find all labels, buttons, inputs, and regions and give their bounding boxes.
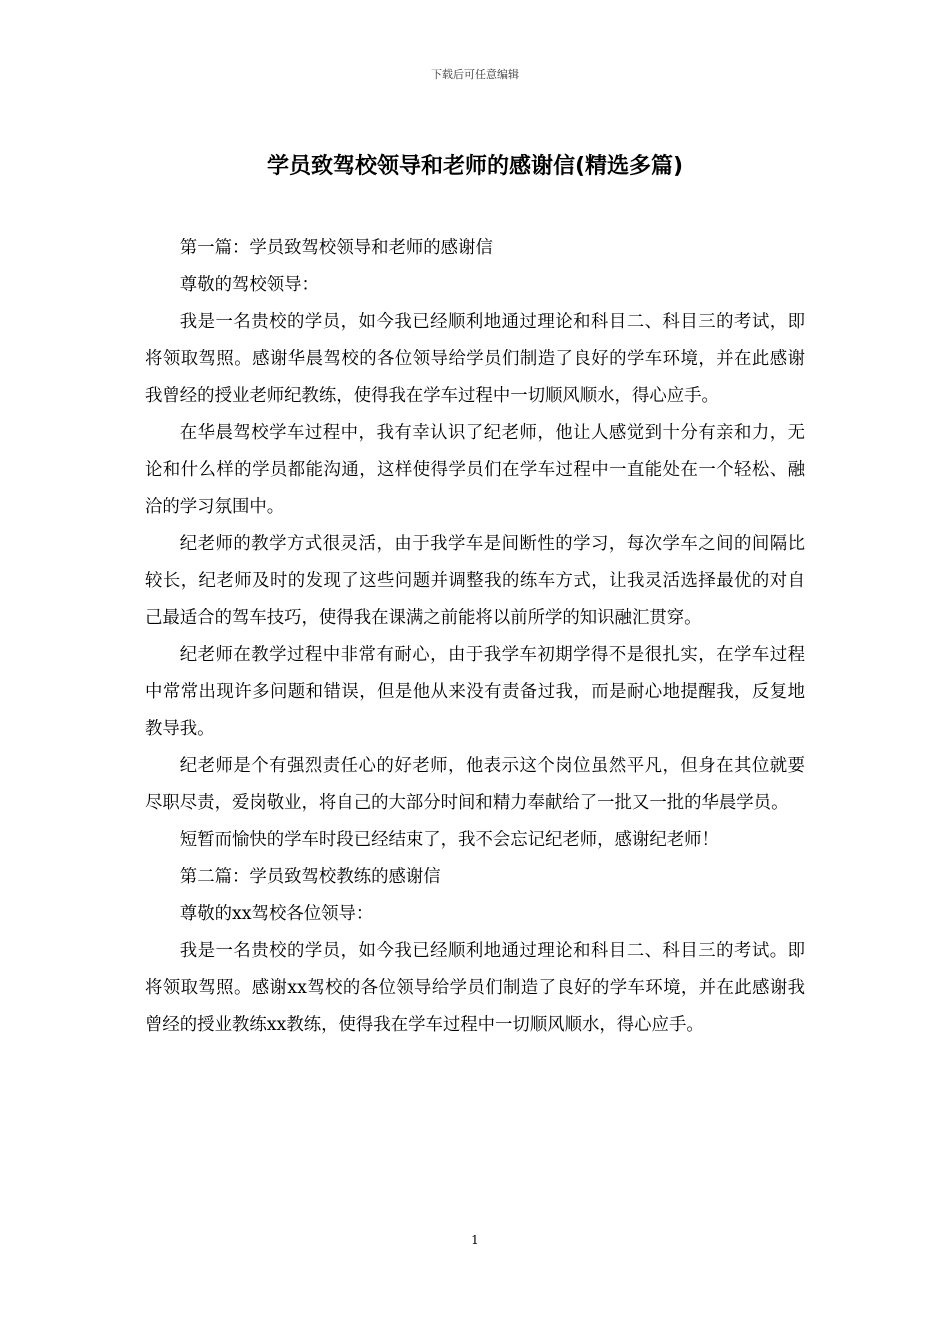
paragraph: 纪老师是个有强烈责任心的好老师，他表示这个岗位虽然平凡，但身在其位就要尽职尽责，爱岗敬业，将自己的大部分时间和精力奉献给了一批又一批的华晨学员。 — [145, 756, 805, 813]
salutation-1: 尊敬的驾校领导： — [179, 275, 319, 295]
section-heading-2: 第二篇：学员致驾校教练的感谢信 — [179, 867, 441, 887]
salutation-2: 尊敬的xx驾校各位领导： — [179, 904, 374, 924]
document-body — [145, 230, 805, 1044]
page-header-note: 下载后可任意编辑 — [431, 68, 519, 81]
paragraph: 短暂而愉快的学车时段已经结束了，我不会忘记纪老师，感谢纪老师！ — [179, 830, 719, 850]
paragraph: 纪老师在教学过程中非常有耐心，由于我学车初期学得不是很扎实，在学车过程中常常出现许多问题和错误，但是他从来没有责备过我，而是耐心地提醒我，反复地教导我。 — [145, 645, 805, 739]
paragraph: 我是一名贵校的学员，如今我已经顺利地通过理论和科目二、科目三的考试。即将领取驾照。感谢xx驾校的各位领导给学员们制造了良好的学车环境，并在此感谢我曾经的授业教练xx教练，使得我在学车过程中一切顺风顺水，得心应手。 — [145, 941, 805, 1035]
paragraph: 我是一名贵校的学员，如今我已经顺利地通过理论和科目二、科目三的考试，即将领取驾照。感谢华晨驾校的各位领导给学员们制造了良好的学车环境，并在此感谢我曾经的授业老师纪教练，使得我在学车过程中一切顺风顺水，得心应手。 — [145, 312, 805, 406]
paragraph: 在华晨驾校学车过程中，我有幸认识了纪老师，他让人感觉到十分有亲和力，无论和什么样的学员都能沟通，这样使得学员们在学车过程中一直能处在一个轻松、融洽的学习氛围中。 — [145, 423, 805, 517]
page-number: 1 — [471, 1233, 479, 1247]
paragraph: 纪老师的教学方式很灵活，由于我学车是间断性的学习，每次学车之间的间隔比较长，纪老师及时的发现了这些问题并调整我的练车方式，让我灵活选择最优的对自己最适合的驾车技巧，使得我在课满之前能将以前所学的知识融汇贯穿。 — [145, 534, 805, 628]
section-heading-1: 第一篇：学员致驾校领导和老师的感谢信 — [179, 238, 493, 258]
document-title: 学员致驾校领导和老师的感谢信(精选多篇) — [266, 154, 684, 179]
